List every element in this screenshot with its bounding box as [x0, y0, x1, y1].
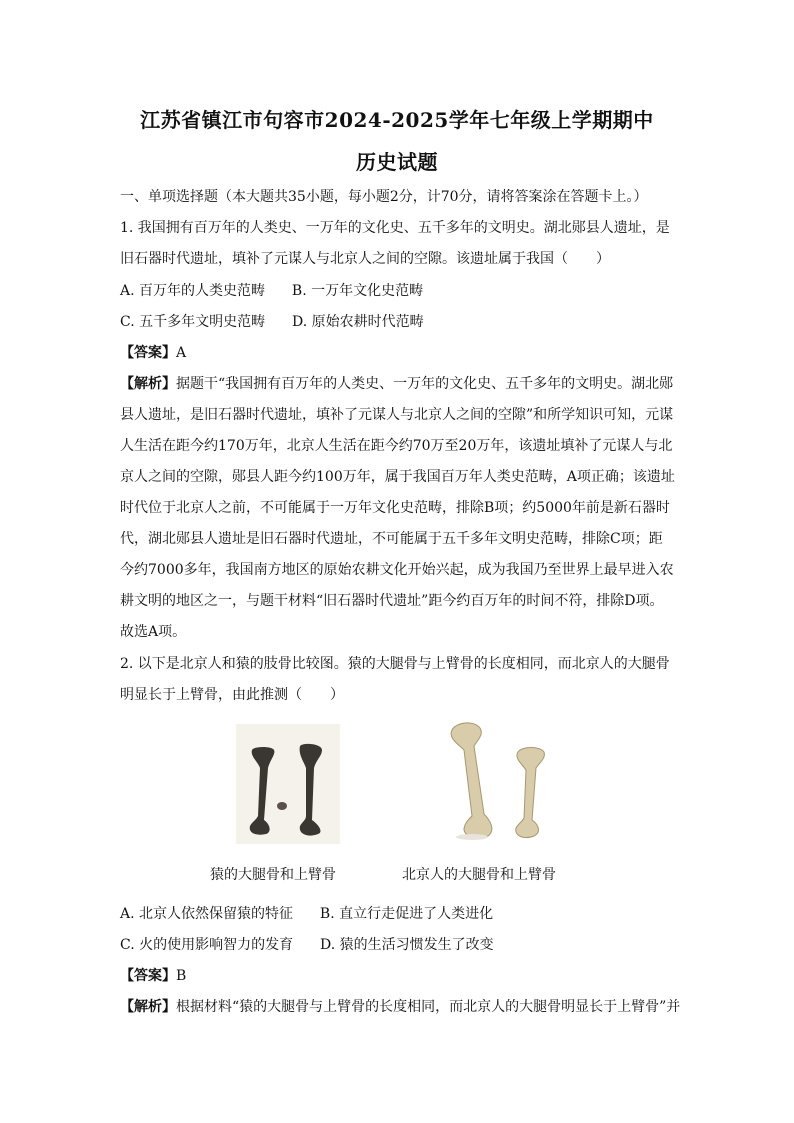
q2-option-d: D. 猿的生活习惯发生了改变	[320, 937, 494, 953]
q1-analysis-line3: 人生活在距今约170万年，北京人生活在距今约70万至20万年，该遗址填补了元谋人与北	[120, 438, 673, 454]
q2-stem-line2: 明显长于上臂骨，由此推测（ ）	[120, 687, 344, 703]
bone-comparison-figure	[0, 716, 794, 856]
q2-option-a: A. 北京人依然保留猿的特征	[120, 906, 294, 922]
exam-subject: 历史试题	[356, 150, 438, 174]
q1-analysis-line6: 代，湖北郧县人遗址是旧石器时代遗址，不可能属于五千多年文明史范畴，排除C项；距	[120, 531, 663, 547]
caption-ape-bones: 猿的大腿骨和上臂骨	[210, 867, 336, 883]
peking-bone-shadow	[456, 834, 488, 840]
q2-analysis-line1	[120, 998, 680, 1016]
q1-analysis-line1	[120, 375, 680, 393]
q1-options-row1	[120, 282, 680, 300]
section-heading: 一、单项选择题（本大题共35小题，每小题2分，计70分，请将答案涂在答题卡上。）	[120, 189, 648, 205]
q2-analysis-text1: 根据材料“猿的大腿骨与上臂骨的长度相同，而北京人的大腿骨明显长于上臂骨”并	[176, 999, 681, 1015]
q1-analysis-line7: 今约7000多年，我国南方地区的原始农耕文化开始兴起，成为我国乃至世界上最早进入农	[120, 562, 674, 578]
q1-options-row2	[120, 313, 680, 331]
q2-answer-label: 【答案】	[120, 968, 176, 984]
ape-bone-shadow	[277, 802, 287, 810]
exam-title: 江苏省镇江市句容市2024-2025学年七年级上学期期中	[140, 108, 654, 132]
ape-bones-image	[236, 724, 340, 844]
q1-analysis-text1: 据题干“我国拥有百万年的人类史、一万年的文化史、五千多年的文明史。湖北郧	[176, 376, 674, 392]
q2-options-row1	[120, 905, 680, 923]
q1-option-b: B. 一万年文化史范畴	[291, 283, 424, 299]
q1-answer-value: A	[176, 345, 187, 361]
q1-analysis-line2: 县人遗址，是旧石器时代遗址，填补了元谋人与北京人之间的空隙”和所学知识可知，元谋	[120, 407, 674, 423]
q2-options-row2	[120, 936, 680, 954]
q1-answer-label: 【答案】	[120, 345, 176, 361]
peking-humerus-icon	[516, 748, 545, 838]
q1-option-c: C. 五千多年文明史范畴	[120, 314, 266, 330]
q1-stem-line2: 旧石器时代遗址，填补了元谋人与北京人之间的空隙。该遗址属于我国（ ）	[120, 251, 610, 267]
q1-stem-line1: 1. 我国拥有百万年的人类史、一万年的文化史、五千多年的文明史。湖北郧县人遗址，是	[120, 220, 670, 236]
q1-analysis-line9: 故选A项。	[120, 624, 187, 640]
q2-stem-line1: 2. 以下是北京人和猿的肢骨比较图。猿的大腿骨与上臂骨的长度相同，而北京人的大腿骨	[120, 656, 670, 672]
q2-answer-value: B	[176, 968, 187, 984]
q2-answer	[120, 967, 680, 985]
q1-analysis-line8: 耕文明的地区之一，与题干材料“旧石器时代遗址”距今约百万年的时间不符，排除D项。	[120, 593, 664, 609]
q1-answer	[120, 344, 680, 362]
q1-option-a: A. 百万年的人类史范畴	[120, 283, 266, 299]
q1-analysis-line5: 时代位于北京人之前，不可能属于一万年文化史范畴，排除B项；约5000年前是新石器时	[120, 500, 670, 516]
q1-option-d: D. 原始农耕时代范畴	[292, 314, 424, 330]
q2-option-c: C. 火的使用影响智力的发育	[120, 937, 294, 953]
peking-femur-icon	[451, 723, 492, 838]
peking-man-bones-image	[451, 723, 544, 840]
q2-option-b: B. 直立行走促进了人类进化	[319, 906, 494, 922]
caption-peking-bones: 北京人的大腿骨和上臂骨	[402, 867, 556, 883]
q1-analysis-line4: 京人之间的空隙，郧县人距今约100万年，属于我国百万年人类史范畴，A项正确；该遗址	[120, 469, 675, 485]
q1-analysis-label: 【解析】	[120, 376, 176, 392]
q2-analysis-label: 【解析】	[120, 999, 176, 1015]
